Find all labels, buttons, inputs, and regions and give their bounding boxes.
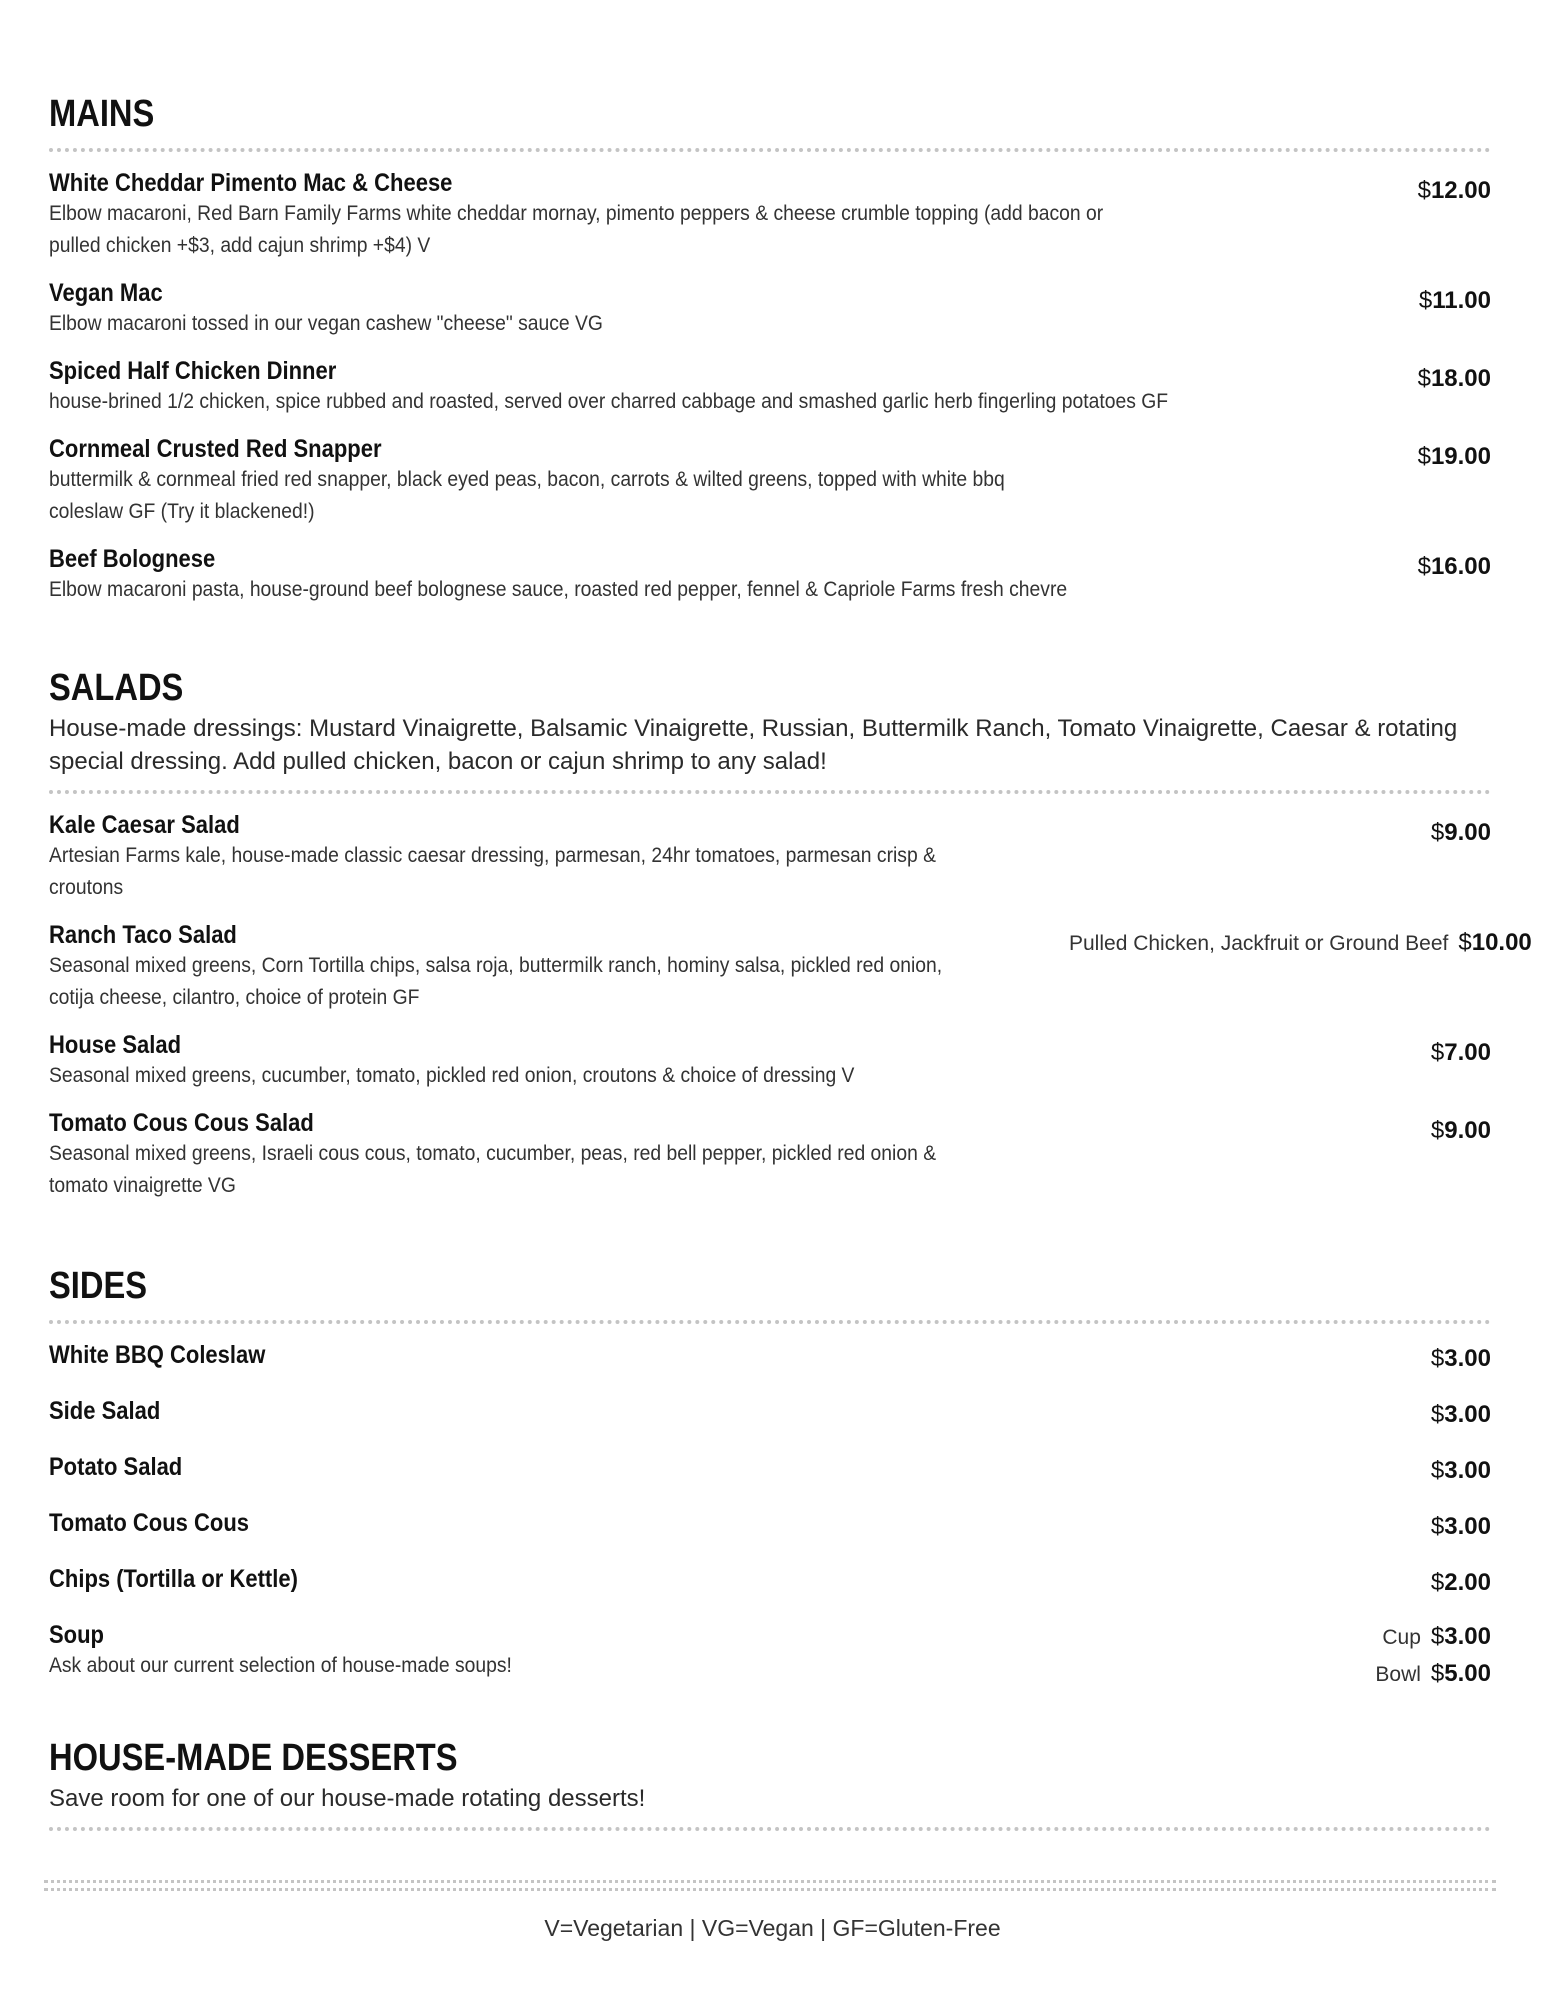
menu-item (49, 1452, 1491, 1486)
item-description: Elbow macaroni, Red Barn Family Farms white cheddar mornay, pimento peppers & cheese crumble topping (add bacon or pulled chicken +$3, add cajun shrimp +$4) V (49, 202, 1104, 257)
section-sides (49, 1264, 1491, 1694)
section-divider (49, 1827, 1491, 1831)
item-description: Elbow macaroni pasta, house-ground beef bolognese sauce, roasted red pepper, fennel & Capriole Farms fresh chevre (49, 578, 1068, 601)
item-price: $16.00 (1417, 553, 1491, 580)
item-name: House Salad (49, 1031, 182, 1059)
item-price: $3.00 (1430, 1345, 1491, 1372)
section-salads (49, 666, 1532, 1202)
item-price: $11.00 (1418, 287, 1491, 314)
section-title-desserts: HOUSE-MADE DESSERTS (49, 1737, 458, 1779)
item-price: $18.00 (1417, 365, 1491, 392)
price-option-label: Cup (1382, 1626, 1421, 1649)
menu-item (49, 168, 1491, 262)
menu-item (49, 544, 1491, 606)
menu-item (49, 1396, 1491, 1430)
item-price: $19.00 (1417, 443, 1491, 470)
item-price: $2.00 (1430, 1569, 1491, 1596)
section-intro: House-made dressings: Mustard Vinaigrette, Balsamic Vinaigrette, Russian, Buttermilk Ranch, Tomato Vinaigrette, Caesar & rotating special dressing. Add pulled chicken, bacon or cajun shrimp to any salad! (49, 715, 1458, 775)
item-price: $5.00 (1430, 1660, 1491, 1687)
item-name: Kale Caesar Salad (49, 811, 240, 839)
item-price: $3.00 (1430, 1401, 1491, 1428)
menu-item (49, 1108, 1491, 1202)
item-description: Ask about our current selection of house-made soups! (49, 1654, 512, 1677)
item-name: Cornmeal Crusted Red Snapper (49, 435, 382, 463)
item-price: $10.00 (1458, 929, 1532, 956)
item-price: $3.00 (1430, 1457, 1491, 1484)
item-name: Side Salad (49, 1397, 161, 1425)
section-divider (49, 148, 1491, 152)
item-name: Tomato Cous Cous Salad (49, 1109, 314, 1137)
menu-item-soup (49, 1620, 1491, 1694)
item-name: Beef Bolognese (49, 545, 216, 573)
dietary-legend: V=Vegetarian | VG=Vegan | GF=Gluten-Free (544, 1915, 1001, 1941)
item-description: house-brined 1/2 chicken, spice rubbed and roasted, served over charred cabbage and smashed garlic herb fingerling potatoes GF (49, 390, 1169, 413)
price-option-label: Bowl (1375, 1663, 1421, 1686)
menu-item (49, 1564, 1491, 1598)
section-mains (49, 92, 1491, 606)
item-name: Soup (49, 1621, 104, 1649)
menu-item (49, 356, 1491, 418)
item-name: White BBQ Coleslaw (49, 1341, 266, 1369)
item-description: buttermilk & cornmeal fried red snapper, black eyed peas, bacon, carrots & wilted greens, topped with white bbq coleslaw GF (Try it blackened!) (49, 468, 1005, 523)
item-price: $7.00 (1430, 1039, 1491, 1066)
item-price: $12.00 (1417, 177, 1491, 204)
item-name: Chips (Tortilla or Kettle) (49, 1565, 298, 1593)
item-name: Potato Salad (49, 1453, 183, 1481)
item-description: Seasonal mixed greens, Israeli cous cous, tomato, cucumber, peas, red bell pepper, pickled red onion & tomato vinaigrette VG (49, 1142, 937, 1197)
section-intro: Save room for one of our house-made rotating desserts! (49, 1785, 646, 1812)
menu-item (49, 278, 1491, 340)
item-name: White Cheddar Pimento Mac & Cheese (49, 169, 453, 197)
item-name: Vegan Mac (49, 279, 163, 307)
item-price: $9.00 (1430, 1117, 1491, 1144)
menu-item (49, 920, 1532, 1014)
section-title-sides: SIDES (49, 1265, 148, 1307)
item-description: Seasonal mixed greens, cucumber, tomato, pickled red onion, croutons & choice of dressing V (49, 1064, 855, 1087)
item-name: Tomato Cous Cous (49, 1509, 250, 1537)
item-name: Spiced Half Chicken Dinner (49, 357, 337, 385)
menu-page (49, 92, 1532, 1873)
menu-item (49, 434, 1491, 528)
price-option-label: Pulled Chicken, Jackfruit or Ground Beef (1069, 932, 1449, 955)
section-desserts (49, 1736, 1491, 1831)
item-description: Seasonal mixed greens, Corn Tortilla chips, salsa roja, buttermilk ranch, hominy salsa, pickled red onion, cotija cheese, cilantro, choice of protein GF (49, 954, 943, 1009)
item-description: Artesian Farms kale, house-made classic caesar dressing, parmesan, 24hr tomatoes, parmesan crisp & croutons (49, 844, 936, 899)
menu-item (49, 1340, 1491, 1374)
footer-divider (44, 1880, 1496, 1891)
item-price: $3.00 (1430, 1623, 1491, 1650)
section-title-salads: SALADS (49, 667, 184, 709)
item-price: $3.00 (1430, 1513, 1491, 1540)
menu-item (49, 810, 1491, 904)
section-divider (49, 1320, 1491, 1324)
menu-item (49, 1508, 1491, 1542)
item-price: $9.00 (1430, 819, 1491, 846)
item-description: Elbow macaroni tossed in our vegan cashew "cheese" sauce VG (49, 312, 603, 335)
menu-item (49, 1030, 1491, 1092)
section-divider (49, 790, 1491, 794)
section-title-mains: MAINS (49, 93, 155, 135)
item-name: Ranch Taco Salad (49, 921, 237, 949)
